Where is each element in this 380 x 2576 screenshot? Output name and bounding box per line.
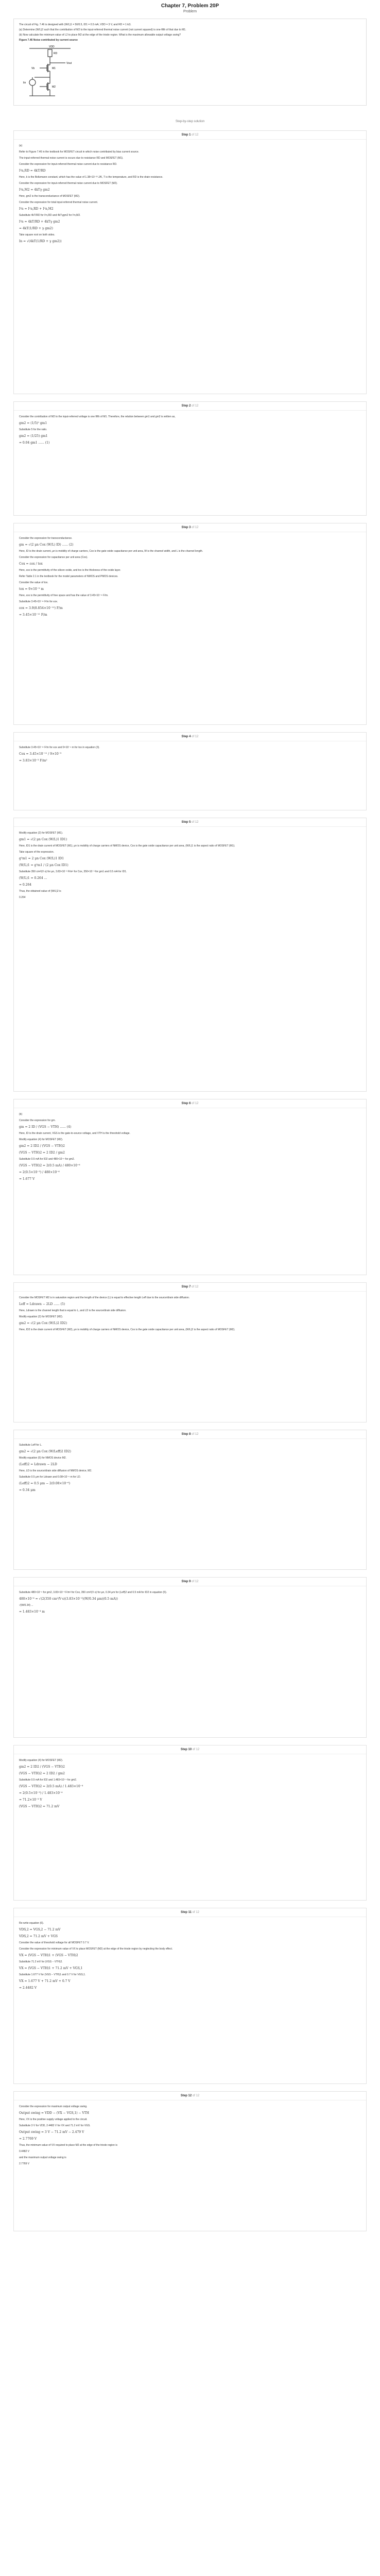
step-text: Refer to Figure 7.46 in the textbook for MOSFET circuit in which noise contributed by bias current source. xyxy=(19,150,140,154)
step-total: of 12 xyxy=(192,133,199,137)
step-number: Step 6 xyxy=(181,1102,192,1105)
iin-label: Iin xyxy=(23,81,26,84)
step-header xyxy=(14,1908,366,1917)
step-equation: (VGS − VTH)2 = 71.2 mV xyxy=(19,1805,60,1808)
step-header xyxy=(14,1099,366,1108)
step-equation: Output swing = VDD − (VX − VGS,1) − VTH xyxy=(19,2111,89,2115)
step-number: Step 5 xyxy=(181,821,192,824)
step-text: Consider the expression for capacitance per unit area (Cox). xyxy=(19,556,88,559)
step-text: Substitute Leff for L. xyxy=(19,1444,42,1447)
step-equation: Cox = 3.45×10⁻¹¹ / 9×10⁻⁹ xyxy=(19,752,62,756)
step-text: Re-write equation (6). xyxy=(19,1922,44,1925)
current-source xyxy=(29,79,36,86)
step-text: Modify equation (4) for MOSFET (M2). xyxy=(19,1759,63,1762)
step-equation: gm = √(2 μn Cox (W/L) ID) ...... (2) xyxy=(19,543,74,547)
step-text: Substitute 0.5 mA for ID2 and 480×10⁻⁶ for gm2. xyxy=(19,1158,75,1161)
step-text: Substitute 3.45×10⁻¹¹ F/m for εox and 9×10⁻⁹ m for tox in equation (3). xyxy=(19,746,100,749)
step-text: Substitute 5 for the ratio. xyxy=(19,428,47,431)
step-number: Step 8 xyxy=(181,1433,192,1436)
step-text: Modify equation (2) for MOSFET (M1). xyxy=(19,832,63,835)
step-card xyxy=(13,1099,367,1275)
step-text: √(W/0.34) ... xyxy=(19,1604,33,1607)
step-equation: VX = 1.677 V + 71.2 mV + 0.7 V xyxy=(19,1979,71,1983)
step-text: Here, ID2 is the drain current of MOSFET (M2), μn is mobility of charge carriers of NMOS device, Cox is the gate oxide capacitance per unit area, (W/L)2 is the aspect ratio of MOSFET (M2). xyxy=(19,1328,235,1331)
step-card xyxy=(13,1282,367,1422)
step-body xyxy=(14,1296,366,1332)
problem-text-2: (a) Determine (W/L)2 such that the contribution of M2 to the input-referred thermal noise current (not current squared) is one-fifth of that due to M1. xyxy=(19,28,186,31)
step-text: Substitute 350 cm²/(V·s) for μn, 3.83×10⁻³ F/m² for Cox, 350×10⁻³ for gm1 and 0.5 mA for ID1. xyxy=(19,870,127,873)
step-equation: = 0.264 xyxy=(19,883,32,887)
step-text: Refer Table 2.1 in the textbook for the model parameters of NMOS and PMOS devices. xyxy=(19,575,118,578)
step-text: Take square root on both sides. xyxy=(19,233,55,236)
step-text: Here, VX is the positive supply voltage applied to the circuit. xyxy=(19,2118,88,2121)
step-equation: = 0.34 μm xyxy=(19,1488,36,1492)
step-text: 2.7769 V xyxy=(19,2162,30,2165)
step-number: Step 7 xyxy=(181,1285,192,1289)
step-text: Thus, the obtained value of (W/L)2 is xyxy=(19,890,61,893)
circuit-diagram xyxy=(19,44,81,101)
step-text: Here, Ldrawn is the channel length that is equal to L, and LD is the source/drain side diffusion. xyxy=(19,1309,127,1312)
step-body xyxy=(14,1921,366,1990)
step-total: of 12 xyxy=(192,1102,199,1105)
step-body xyxy=(14,1758,366,1809)
figure-caption: Figure 7.46 Noise contributed by current source xyxy=(19,39,78,42)
vdd-label: VDD xyxy=(49,45,55,48)
step-equation: In = √(4kT(1/RD + γ gm2)) xyxy=(19,240,62,243)
m1-label: M1 xyxy=(52,67,56,70)
step-card xyxy=(13,401,367,516)
step-total: of 12 xyxy=(192,1580,199,1583)
step-body xyxy=(14,144,366,244)
step-equation: I²n = 4kT/RD + 4kTγ gm2 xyxy=(19,220,60,224)
step-number: Step 1 xyxy=(181,133,192,137)
step-number: Step 4 xyxy=(181,735,192,738)
step-equation: I²n,M2 = 4kTγ gm2 xyxy=(19,188,50,192)
step-header xyxy=(14,1745,366,1754)
step-text: Substitute 3.45×10⁻¹¹ F/m for εox. xyxy=(19,600,58,603)
step-equation: (Leff)2 = Ldrawn − 2LD xyxy=(19,1463,57,1466)
step-text: Consider the expression for maximum output voltage swing. xyxy=(19,2105,88,2108)
step-equation: = 2.4482 V xyxy=(19,1986,37,1990)
step-text: Consider the expression for input-referred thermal noise current due to MOSFET (M2). xyxy=(19,182,118,185)
rd-resistor xyxy=(48,49,52,57)
step-text: Modify equation (2) for MOSFET (M2). xyxy=(19,1315,63,1318)
step-number: Step 9 xyxy=(181,1580,192,1583)
step-total: of 12 xyxy=(192,526,199,529)
step-equation: g²m1 = 2 μn Cox (W/L)1 ID1 xyxy=(19,857,64,860)
step-equation: (VGS − VTH)2 = 2 ID2 / gm2 xyxy=(19,1151,65,1155)
step-text: Here, gm2 is the transconductance of MOSFET (M2). xyxy=(19,195,80,198)
page-subtitle: Problem xyxy=(183,10,197,13)
step-text: Consider the expression for transconductance. xyxy=(19,537,73,540)
step-text: Consider the value of tox. xyxy=(19,581,48,584)
steps-list xyxy=(13,130,367,2231)
step-equation: gm2 = (1/25) gm1 xyxy=(19,434,48,438)
step-equation: Leff = Ldrawn − 2LD ...... (5) xyxy=(19,1302,65,1306)
step-card xyxy=(13,1577,367,1738)
step-total: of 12 xyxy=(192,1285,199,1289)
step-total: of 12 xyxy=(192,1911,200,1914)
step-text: Substitute 0.5 μm for Ldrawn and 0.08×10⁻⁶ m for LD. xyxy=(19,1476,81,1479)
step-body xyxy=(14,536,366,617)
step-header xyxy=(14,733,366,741)
step-text: Consider the expression for input-referred thermal noise current due to resistance RD. xyxy=(19,163,117,166)
step-body xyxy=(14,2105,366,2166)
step-header xyxy=(14,1283,366,1292)
step-equation: = 3.83×10⁻³ F/m² xyxy=(19,759,47,762)
step-body xyxy=(14,745,366,763)
step-text: Here, LD is the source/drain side diffusion of NMOS device, M2. xyxy=(19,1469,92,1472)
step-equation: = 2.7769 V xyxy=(19,2137,37,2141)
problem-text-3: (b) Now calculate the minimum value of L2 to place M2 at the edge of the triode region. What is the maximum allowable output voltage swing? xyxy=(19,33,181,37)
circuit-figure xyxy=(19,44,81,101)
step-text: Consider the MOSFET M2 is in saturation region and the length of the device (L) is equal to effective length Leff due to the source/drain side diffusion. xyxy=(19,1296,190,1299)
vout-label: Vout xyxy=(66,62,72,65)
step-equation: gm2 = (1/5)² gm1 xyxy=(19,421,47,425)
step-header xyxy=(14,131,366,140)
step-equation: gm2 = 2 ID2 / (VGS − VTH)2 xyxy=(19,1765,65,1769)
step-header xyxy=(14,402,366,411)
step-equation: = 1.677 V xyxy=(19,1177,35,1181)
step-total: of 12 xyxy=(192,821,199,824)
step-equation: = 71.2×10⁻³ V xyxy=(19,1798,42,1802)
step-text: Consider the expression for total input-referred thermal noise current. xyxy=(19,201,98,204)
step-equation: I²n,RD = 4kT/RD xyxy=(19,169,46,173)
step-card xyxy=(13,130,367,394)
problem-text-1: The circuit of Fig. 7.46 is designed with (W/L)1 = 50/0.5, ID1 = 0.5 mA, VDD = 3 V, and RD = 1 kΩ. xyxy=(19,23,131,26)
step-total: of 12 xyxy=(192,1433,199,1436)
step-equation: gm1 = √(2 μn Cox (W/L)1 ID1) xyxy=(19,838,67,841)
step-equation: (Leff)2 = 0.5 μm − 2(0.08×10⁻⁶) xyxy=(19,1482,71,1485)
step-text: (a) xyxy=(19,144,23,147)
step-text: Here, εox is the permittivity of free space and has the value of 3.45×10⁻¹¹ F/m. xyxy=(19,594,109,597)
step-text: Here, ID is the drain current, μn is mobility of charge carriers, Cox is the gate oxide capacitance per unit area, W is the channel width, and L is the channel length. xyxy=(19,550,203,553)
step-card xyxy=(13,2091,367,2231)
step-equation: (VGS − VTH)2 = 2(0.5 mA) / 1.483×10⁻⁴ xyxy=(19,1785,83,1788)
step-number: Step 3 xyxy=(181,526,192,529)
step-total: of 12 xyxy=(192,735,199,738)
step-text: Here, εox is the permittivity of the silicon oxide, and tox is the thickness of the oxide layer. xyxy=(19,569,121,572)
step-equation: I²n = I²n,RD + I²n,M2 xyxy=(19,207,54,211)
step-equation: 480×10⁻⁶ = √(2(350 cm²/V·s)(3.83×10⁻³)(W/0.34 μm)(0.5 mA)) xyxy=(19,1597,118,1601)
step-text: Here, k is the Boltzmann constant, which has the value of 1.38×10⁻²³ J/K, T is the temperature, and RD is the drain resistance. xyxy=(19,176,163,179)
step-body xyxy=(14,1443,366,1493)
step-header xyxy=(14,523,366,532)
step-card xyxy=(13,523,367,725)
step-equation: (W/L)1 = 0.264 ... xyxy=(19,876,47,880)
step-equation: gm2 = 2 ID2 / (VGS − VTH)2 xyxy=(19,1144,65,1148)
step-text: Consider the contribution of M2 to the input-referred voltage is one fifth of M1. Therefore, the relation between gm1 and gm2 is written as, xyxy=(19,415,176,418)
step-equation: = 0.04 gm1 ...... (1) xyxy=(19,441,50,445)
step-text: Here, ID is the drain current, VGS is the gate-to-source voltage, and VTH is the threshold voltage. xyxy=(19,1132,130,1135)
step-text: Modify equation (5) for NMOS device M2. xyxy=(19,1456,66,1460)
step-text: Here, ID1 is the drain current of MOSFET (M1), μn is mobility of charge carriers of NMOS device, Cox is the gate oxide capacitance per unit area, (W/L)1 is the aspect ratio of MOSFET (M1). xyxy=(19,844,235,848)
step-text: Take square of the expression. xyxy=(19,851,55,854)
step-equation: VDS,2 = 71.2 mV + VGS xyxy=(19,1935,58,1938)
step-total: of 12 xyxy=(192,1748,200,1751)
step-header xyxy=(14,818,366,827)
step-equation: gm = 2 ID / (VGS − VTH) ...... (4) xyxy=(19,1125,72,1129)
step-text: Substitute 3 V for VDD, 2.4482 V for VX and 71.2 mV for VGS. xyxy=(19,2124,91,2127)
step-card xyxy=(13,1908,367,2084)
step-equation: VX = (VGS − VTH)1 + 71.2 mV + VGS,1 xyxy=(19,1967,83,1970)
step-card xyxy=(13,1430,367,1570)
step-equation: tox = 9×10⁻⁹ m xyxy=(19,587,44,591)
step-text: Substitute 1.677 V for (VGS − VTH)1 and 0.7 V for VGS,1. xyxy=(19,1973,86,1976)
step-equation: (VGS − VTH)2 = 2 ID2 / gm2 xyxy=(19,1772,65,1775)
step-card xyxy=(13,1745,367,1901)
step-equation: = 1.483×10⁻⁴ m xyxy=(19,1610,45,1614)
step-body xyxy=(14,1590,366,1614)
step-text: 0.264 xyxy=(19,896,26,899)
step-equation: = 2(0.5×10⁻³) / 480×10⁻⁶ xyxy=(19,1171,60,1174)
step-number: Step 10 xyxy=(180,1748,193,1751)
step-header xyxy=(14,2092,366,2100)
step-equation: = 3.45×10⁻¹¹ F/m xyxy=(19,613,47,617)
step-number: Step 11 xyxy=(180,1911,193,1914)
step-equation: (W/L)1 = g²m1 / (2 μn Cox ID1) xyxy=(19,863,68,867)
step-total: of 12 xyxy=(192,2094,200,2097)
step-equation: VX = (VGS − VTH)1 + (VGS − VTH)2 xyxy=(19,1954,78,1957)
step-body xyxy=(14,415,366,445)
step-text: (b) xyxy=(19,1113,23,1116)
step-text: 0.4482 V xyxy=(19,2150,30,2153)
step-body xyxy=(14,831,366,900)
step-text: Substitute 0.5 mA for ID2 and 1.483×10⁻⁴ for gm2. xyxy=(19,1778,77,1782)
step-text: The input-referred thermal noise current is occurs due to resistance RD and MOSFET (M1). xyxy=(19,157,124,160)
problem-statement xyxy=(13,19,367,106)
step-header xyxy=(14,1578,366,1586)
step-equation: VDS,2 = VGS,2 − 71.2 mV xyxy=(19,1928,61,1931)
solution-divider: Step-by-step solution xyxy=(175,120,205,123)
step-text: Substitute 480×10⁻⁶ for gm2, 3.83×10⁻³ F/m² for Cox, 350 cm²/(V·s) for μn, 0.34 μm for (Leff)2 and 0.5 mA for ID2 in equation (5). xyxy=(19,1591,167,1594)
rd-label: RD xyxy=(54,52,58,55)
step-number: Step 2 xyxy=(181,404,192,408)
step-equation: Cox = εox / tox xyxy=(19,562,43,566)
step-card xyxy=(13,818,367,1092)
step-equation: gm2 = √(2 μn Cox (W/L)2 ID2) xyxy=(19,1321,67,1325)
step-text: Consider the expression for minimum value of VX to place MOSFET (M2) at the edge of the triode region by neglecting the body effect. xyxy=(19,1947,173,1951)
step-text: Substitute 71.2 mV for (VGS − VTH)2. xyxy=(19,1960,63,1963)
step-text: Substitute 4kT/RD for I²n,RD and 4kTγgm2 for I²n,M2. xyxy=(19,214,81,217)
step-equation: Output swing = 3 V − 71.2 mV − 2.479 V xyxy=(19,2130,84,2134)
step-text: and the maximum output voltage swing is xyxy=(19,2156,66,2159)
step-equation: gm2 = √(2 μn Cox (W/Leff)2 ID2) xyxy=(19,1450,71,1453)
step-total: of 12 xyxy=(192,404,199,408)
vb-label: Vb xyxy=(31,67,35,70)
step-text: Thus, the minimum value of VX required to place M2 at the edge of the triode region is xyxy=(19,2144,117,2147)
step-body xyxy=(14,1112,366,1181)
step-text: Consider the value of threshold voltage for all MOSFET 0.7 V. xyxy=(19,1941,90,1944)
header xyxy=(0,0,380,13)
step-equation: = 4kT(1/RD + γ gm2) xyxy=(19,227,53,230)
step-equation: = 2(0.5×10⁻³) / 1.483×10⁻⁴ xyxy=(19,1791,63,1795)
step-equation: (VGS − VTH)2 = 2(0.5 mA) / 480×10⁻⁶ xyxy=(19,1164,80,1167)
step-equation: εox = 3.9(8.854×10⁻¹²) F/m xyxy=(19,606,63,610)
step-header xyxy=(14,1430,366,1439)
step-card xyxy=(13,732,367,810)
page-title: Chapter 7, Problem 20P xyxy=(161,3,219,9)
step-text: Consider the expression for gm. xyxy=(19,1119,56,1122)
step-text: Modify equation (4) for MOSFET (M2). xyxy=(19,1138,63,1141)
m2-label: M2 xyxy=(52,86,56,89)
step-number: Step 12 xyxy=(180,2094,193,2097)
